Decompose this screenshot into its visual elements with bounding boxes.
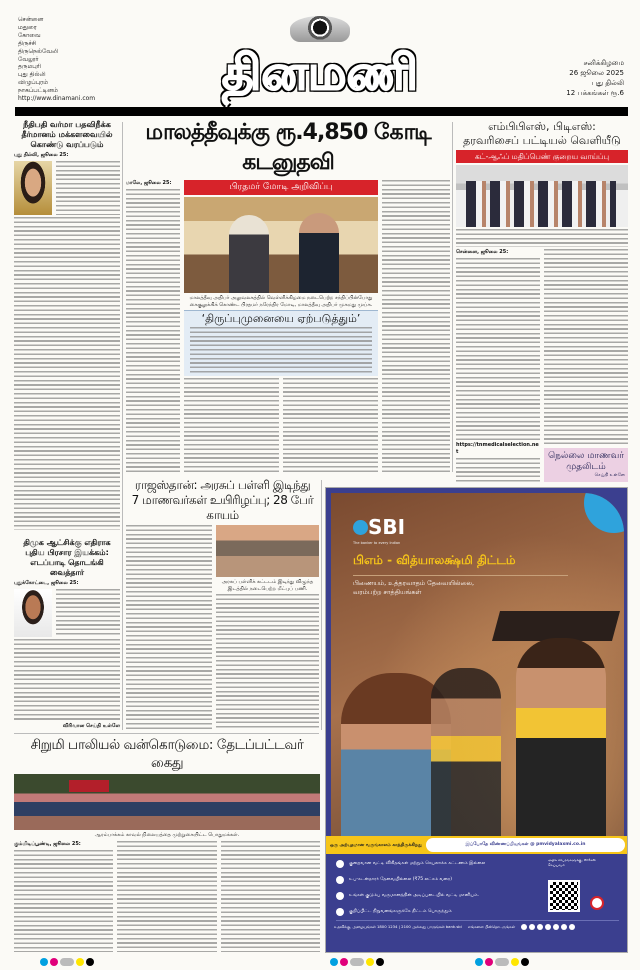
ad-rule <box>353 575 568 576</box>
right-photo <box>456 165 628 227</box>
edition: சென்னை <box>18 16 44 23</box>
story-body <box>14 217 120 530</box>
story-body <box>221 841 320 953</box>
divider <box>14 733 319 734</box>
ad-corner-accent <box>584 493 624 533</box>
dateline: புதுக்கோட்டை, ஜூலை 25: <box>14 580 79 586</box>
dateline: கும்மிடிப்பூண்டி, ஜூலை 25: <box>14 840 81 847</box>
story-body <box>14 850 113 953</box>
portrait-photo <box>14 161 52 215</box>
sbi-advertisement[interactable] <box>325 487 628 953</box>
portrait-photo <box>14 589 52 637</box>
color-registration-marks <box>330 958 384 966</box>
more-link[interactable]: செய்தி உள்ளே <box>594 473 625 478</box>
brand-name: SBI <box>368 515 406 539</box>
brand-tagline: The banker to every Indian <box>353 541 401 545</box>
story-body <box>126 525 212 730</box>
edition: வேலூர் <box>18 55 39 63</box>
edition: புது தில்லி <box>18 71 46 79</box>
edition: விழுப்புரம் <box>18 79 49 87</box>
subtitle-line: வரம்பற்ற சாத்தியங்கள் <box>353 588 422 596</box>
right-columns <box>456 249 628 482</box>
lead-banner: பிரதமர் மோடி அறிவிப்பு <box>184 180 378 195</box>
box-title: நெல்லை மாணவர் முதலிடம் <box>548 451 624 472</box>
ad-title: பிஎம் - வித்யாலக்ஷ்மி திட்டம் <box>353 553 516 567</box>
story-body <box>382 180 450 474</box>
percent-icon <box>336 860 344 868</box>
pinterest-icon[interactable] <box>569 924 575 930</box>
bottom-headline[interactable]: சிறுமி பாலியல் வன்கொடுமை: தேடப்பட்டவர் கைது <box>30 737 304 771</box>
edition: கோவை <box>18 31 41 39</box>
rajasthan-col-right <box>216 525 319 730</box>
sbi-logo <box>353 515 405 539</box>
lead-photo <box>184 197 378 293</box>
lead-story <box>126 118 450 474</box>
quote-box <box>184 310 378 376</box>
wallet-icon <box>336 892 344 900</box>
story-headline[interactable]: நீதிபதி வர்மா பதவிநீக்க தீர்மானம் மக்களவையில் கொண்டு வரப்படும் <box>21 120 113 149</box>
ad-subtitle <box>353 579 474 597</box>
right-col-left <box>456 249 540 482</box>
edition: திருச்சி <box>18 39 37 47</box>
facebook-icon[interactable] <box>521 924 527 930</box>
ad-features <box>336 860 541 916</box>
divider <box>452 122 453 472</box>
photo-caption: அரசுப் பள்ளிக் கட்டடம் இடிந்து விழுந்த இடத்தில் நடைபெற்ற மீட்புப் பணி. <box>221 579 314 592</box>
youtube-icon[interactable] <box>553 924 559 930</box>
protest-photo <box>14 774 320 830</box>
story-body <box>56 589 120 637</box>
issue-city: புது தில்லி <box>591 79 624 87</box>
issue-day: சனிக்கிழமை <box>583 59 624 67</box>
headline-line: தரவரிசைப் பட்டியல் வெளியீடு <box>463 134 621 147</box>
logo-text: தினமணி <box>222 45 418 101</box>
rajasthan-columns <box>126 525 319 730</box>
graduation-cap <box>492 611 620 641</box>
issue-info <box>566 58 624 98</box>
quote-box-title: ‘திருப்புமுனையை ஏற்படுத்தும்’ <box>201 312 361 325</box>
photo-caption: ஆரம்பாக்கம் காவல் நிலையத்தை முற்றுகையிட்ட பொதுமக்கள். <box>94 832 240 838</box>
headline-line: 7 மாணவர்கள் உயிரிழப்பு; 28 பேர் காயம் <box>131 493 314 522</box>
story-body <box>14 639 120 721</box>
bottom-col <box>14 841 113 953</box>
ad-helpline: உதவிக்கு, அழையுங்கள் 1800 1234 | 2100 அல்லது பாருங்கள் bank.sbi <box>334 924 462 929</box>
edition: மதுரை <box>18 23 37 31</box>
sbi-logo-icon <box>353 520 368 535</box>
right-headline[interactable] <box>456 120 628 148</box>
social-icons <box>521 924 575 930</box>
feature-text: குறிப்பிட்ட நிறுவனங்களுக்கே திட்டம் பொருந்தும் <box>349 909 452 914</box>
apply-link[interactable]: இப்போதே விண்ணப்பியுங்கள் @ pmvidyalaxmi.co.in <box>426 838 625 852</box>
x-icon[interactable] <box>537 924 543 930</box>
edition: திருநெல்வேலி <box>18 47 59 55</box>
issue-date: 26 ஜூலை 2025 <box>569 69 624 77</box>
lead-headline[interactable]: மாலத்தீவுக்கு ரூ.4,850 கோடி கடனுதவி <box>145 120 431 175</box>
editions-list <box>18 16 95 103</box>
edition: தருமபுரி <box>18 63 42 71</box>
rajasthan-story <box>126 478 319 730</box>
bottom-columns <box>14 841 320 953</box>
feature-text: உங்கள் குடும்ப வருமானத்தின் அடிப்படையில் வட்டி மானியம். <box>349 893 480 898</box>
story-body <box>283 378 378 474</box>
color-registration-marks <box>40 958 94 966</box>
ad-follow-label: எங்களை பின்தொடருங்கள் <box>467 924 516 929</box>
right-col-right <box>544 249 628 482</box>
dateline: சென்னை, ஜூலை 25: <box>456 249 509 255</box>
person-icon <box>336 876 344 884</box>
instagram-icon[interactable] <box>529 924 535 930</box>
ad-rule <box>336 920 619 921</box>
lead-columns <box>126 180 450 474</box>
feature-item <box>336 908 541 916</box>
rajasthan-headline[interactable] <box>126 478 319 523</box>
feature-item <box>336 860 541 868</box>
threads-icon[interactable] <box>545 924 551 930</box>
story-body <box>216 594 319 730</box>
feature-text: உப-கடன்தாரர் தேவையில்லை (₹75 லட்சம் வரை) <box>349 877 453 882</box>
emblem-icon <box>290 16 350 42</box>
photo-caption: மாலத்தீவு அதிபர் அலுவலகத்தில் வெள்ளிக்கிழமை நடைபெற்ற சந்திப்பின்போது கைகுலுக்கிக் கொண்ட பிரதமர் நரேந்திர மோடி, மாலத்தீவு அதிபர் முகமது முய்சு. <box>189 295 373 308</box>
story-body <box>544 249 628 446</box>
feature-item <box>336 876 541 884</box>
right-banner: கட்-ஆஃப் மதிப்பெண் குறைய வாய்ப்பு <box>456 150 628 163</box>
ad-hero <box>331 493 624 836</box>
story-left-second <box>14 538 120 730</box>
dateline: புது தில்லி, ஜூலை 25: <box>14 152 69 158</box>
story-body <box>126 189 180 474</box>
subtitle-line: பிணையம், உத்தரவாதம் தேவையில்லை, <box>353 579 475 587</box>
ad-footer <box>334 924 622 930</box>
box-nellai[interactable] <box>544 448 628 482</box>
story-body <box>184 378 279 474</box>
rajasthan-photo <box>216 525 319 577</box>
divider <box>321 480 322 730</box>
linkedin-icon[interactable] <box>561 924 567 930</box>
story-lead-row <box>14 161 120 215</box>
headline-line: ராஜஸ்தான்: அரசுப் பள்ளி இடிந்து <box>134 478 311 492</box>
lead-col-center <box>184 180 378 474</box>
person-figure <box>299 213 339 293</box>
story-body <box>56 161 120 215</box>
graduate-figure <box>516 638 606 836</box>
masthead-rule <box>15 107 628 116</box>
masthead-logo <box>175 16 465 106</box>
feature-text: குறைவான வட்டி விகிதங்கள் மற்றும் செயலாக்க கட்டணம் இல்லை <box>349 861 486 866</box>
headline-line: எம்பிபிஎஸ், பிடிஎஸ்: <box>488 120 596 133</box>
feature-item <box>336 892 541 900</box>
website-link[interactable]: http://www.dinamani.com <box>18 95 96 103</box>
dateline: மாலே, ஜூலை 25: <box>126 180 172 186</box>
strip-left: ஒரு அற்புதமான வருங்காலம் காத்திருக்கிறது <box>330 843 422 848</box>
more-link[interactable]: விரிவான செய்தி உள்ளே <box>62 723 120 729</box>
group-figures <box>466 181 616 227</box>
qr-code-icon[interactable] <box>548 880 580 912</box>
website-link[interactable]: https://tnmedicalselection.net <box>456 442 539 455</box>
protest-banner <box>69 780 109 792</box>
graduate-figure <box>431 668 501 836</box>
story-body <box>456 458 540 482</box>
qr-label: அதிக விபரங்களுக்கு, ஸ்கேன் செய்யவும் <box>548 858 596 867</box>
divider <box>122 122 123 730</box>
story-lead-row <box>14 589 120 637</box>
story-body <box>117 841 216 953</box>
edition: நாகப்பட்டினம் <box>18 87 58 95</box>
person-figure <box>229 215 269 293</box>
lead-col-left <box>126 180 180 474</box>
lead-sub-columns <box>184 378 378 474</box>
photo-caption <box>456 229 628 247</box>
issue-price: 12 பக்கங்கள் ரூ.6 <box>566 89 624 97</box>
bottom-story <box>14 736 320 952</box>
story-left-top <box>14 120 120 530</box>
story-body <box>456 258 540 440</box>
ad-strip <box>326 836 628 854</box>
right-story <box>456 120 628 482</box>
color-registration-marks <box>475 958 529 966</box>
story-body <box>190 327 372 373</box>
mascot-icon <box>590 896 604 910</box>
building-icon <box>336 908 344 916</box>
story-headline[interactable]: திமுக ஆட்சிக்கு எதிராக புதிய பிரசார இயக்கம்: எடப்பாடி தொடங்கி வைத்தார் <box>23 538 111 577</box>
